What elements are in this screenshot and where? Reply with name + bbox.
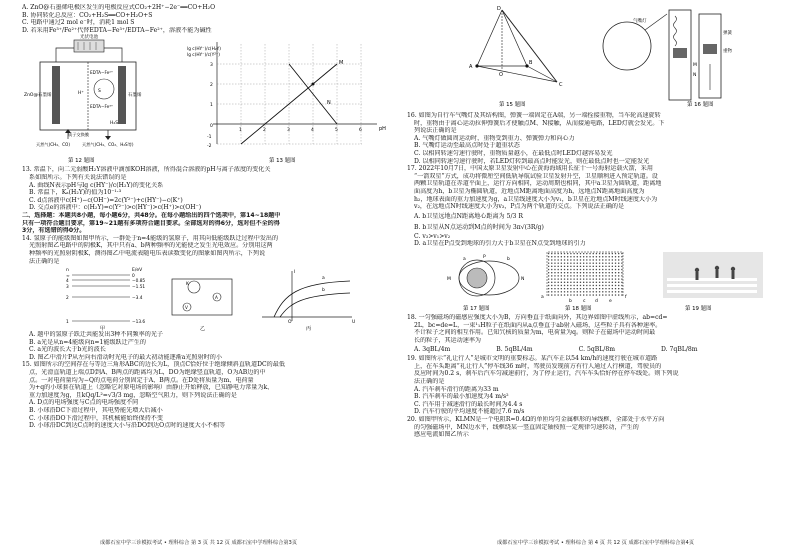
fig14-label-a: a [322, 276, 325, 282]
fig12-label-h: H⁺ [78, 91, 84, 97]
figures-15-16 [407, 4, 778, 112]
section2-line-2: 只有一项符合题目要求，第19~21题有多项符合题目要求。全部选对的得6分，选对但不全的得 [22, 219, 280, 227]
q16-stem-2: 时，重物由于离心运动拉伸弹簧后才使触点M、N接触，从而接通电路，LED灯就会发光。下 [414, 119, 665, 127]
q14-option-d: D. 图乙中滑片P从左向右滑动时光电子的最大初动能逐渐a光照射时的小 [29, 353, 222, 361]
q17-stem-6: v₂，在远地点N时线速度大小为v₃，P点为两个轨道的交点。下列说法正确的是 [414, 203, 625, 211]
fig14-header-n: n [66, 268, 69, 274]
svg-text:b: b [569, 298, 572, 304]
q18-option-d: D. 7qBL/8m [661, 346, 698, 354]
fig14-circuit [172, 279, 232, 315]
svg-text:气嘴灯: 气嘴灯 [633, 19, 647, 24]
q16-stem-1: 16. 如图为自行车气嘴灯及其结构图，弹簧一端固定在A端，另一端拴接重物，当车轮高速旋转 [407, 112, 661, 119]
fig14-label-bing: 丙 [306, 326, 312, 332]
svg-text:A: A [469, 64, 473, 70]
svg-text:3: 3 [66, 285, 69, 291]
figures-12-13 [22, 34, 391, 166]
svg-text:5: 5 [335, 128, 338, 134]
fig14-label-jia: 甲 [100, 326, 106, 332]
q19-stem-1: 19. 如图所示“礼让行人”是城市文明的重要标志。某汽车正以54 km/h的速度行驶在城市道路 [407, 355, 658, 363]
figures-17-18-19 [407, 248, 778, 314]
q14-option-c: C. a光的波长大于b光的波长 [29, 346, 106, 354]
q16-option-a: A. 气嘴灯做圆周运动时，重物受到重力、弹簧弹力和向心力 [414, 134, 575, 142]
q13-stem-1: 13. 常温下，向二元弱酸H₂Y溶液中滴加KOH溶液，所得混合溶液的pH与离子浓度的变化关 [22, 166, 271, 174]
right-page [397, 0, 794, 550]
svg-text:B: B [529, 60, 533, 66]
fig12-label-carbon: 石墨烯 [128, 93, 142, 99]
q19-option-a: A. 汽车刹车滑行的距离为33 m [414, 385, 499, 393]
fig14-label-k: K [186, 282, 189, 288]
q15-option-a: A. D点的电场强度与C点的电场强度不同 [29, 399, 139, 407]
fig12-label-edta2: EDTA−Fe³⁺ [90, 104, 114, 110]
svg-text:4: 4 [66, 279, 69, 285]
q19-option-d: D. 汽车行驶的平均速度不能超过7.6 m/s [414, 408, 525, 416]
svg-text:-2: -2 [207, 144, 212, 150]
fig14-diagram [22, 265, 382, 331]
svg-text:M: M [447, 276, 451, 282]
fig13-caption: 第 13 题图 [269, 158, 296, 165]
svg-text:N: N [521, 276, 525, 282]
svg-text:C: C [559, 82, 563, 88]
right-footer: 成都石室中学三诊模拟考试 • 理科综合 第 4 页 共 12 页 成都石室中学理科综合第4页 [496, 540, 695, 546]
fig13-ylabel2: lg c(HY⁻)/c(Y²⁻) [187, 53, 220, 59]
q15-stem-4: 为+q的小球套在轨道上（忽略它对原电场的影响）由静止开始释放，已知静电力常量为k、 [29, 384, 274, 392]
section2-line-3: 3分，有选错的得0分。 [22, 227, 86, 235]
right-column [407, 4, 778, 439]
fig14-tube [188, 281, 200, 293]
fig14-level-n-labels [66, 274, 70, 325]
fig12-label-s: S [98, 89, 101, 95]
svg-text:−1.51: −1.51 [132, 285, 146, 291]
svg-text:1: 1 [210, 103, 213, 109]
q14-stem-2: 光照射图乙电路中的阴极K，其中只有a、b两种频率的光能使之发生光电效应。分别用这两 [29, 242, 273, 250]
fig19-diagram [657, 248, 777, 314]
q14-stem-3: 种频率的光照射阴极K，测得图乙中电流表随电压表读数变化的图象如图丙所示，下列说 [29, 249, 266, 257]
q18-stem-1: 18. 一匀强磁场的磁感应强度大小为B，方向垂直于纸面向外，其边界如图中虚线所示，ab=cd= [407, 313, 668, 321]
svg-text:3: 3 [287, 128, 290, 134]
q15-option-d: D. 小球沿DC到达C点时的速度大小与沿DO到达O点时的速度大小不相等 [29, 422, 226, 430]
fig14-curve-b [280, 293, 350, 317]
fig12-label-zno: ZnO@石墨烯 [24, 93, 52, 99]
fig14 [22, 265, 391, 331]
fig12-label-out: 天然气(CH₄、CO) [36, 142, 70, 148]
fig14-label-u: U [352, 320, 356, 326]
svg-text:a: a [463, 256, 466, 262]
fig13-y-ticks [207, 62, 213, 149]
svg-text:-1: -1 [207, 135, 212, 141]
q18-stem-3: 不计粒子之间的相互作用。已知氕核的质量为m，电荷量为q。则粒子在磁场中运动时间最 [414, 329, 656, 337]
fig15-caption: 第 15 题图 [499, 102, 526, 108]
fig12-right-electrode [118, 66, 126, 124]
fig14-label-i: I [294, 270, 296, 276]
fig13-line-n [289, 64, 337, 124]
q16-option-d: D. 以相同转速匀速行驶时，若LED灯转到最高点时能发光，则在最低点时也一定能发光 [414, 157, 650, 165]
q17-option-b: B. b卫星从N点运动到M点的时间为 3π√(3R/g) [414, 223, 544, 231]
q17-stem-2: “一箭双星”方式，成功将微厘空间低轨导航试验卫星发射升空，卫星顺利进入预定轨道。设 [414, 172, 658, 180]
q18-option-a: A. 3qBL/4m [414, 346, 451, 354]
q20-stem-3: 感应电流如图乙所示 [414, 431, 469, 439]
svg-text:重物: 重物 [723, 49, 732, 54]
q15-option-c: C. 小球沿DO下滑过程中，其机械能始终保持不变 [29, 414, 163, 422]
svg-text:N: N [693, 73, 697, 78]
q14-stem-1: 14. 氢原子的能级图如图甲所示，一群处于n=4能级的氢原子，用其向低能级跃迁过程中发出的 [22, 234, 279, 242]
q12-option-b: B. 协同转化总反应：CO₂+H₂S══CO+H₂O+S [22, 11, 153, 19]
q20-stem-2: 的匀强磁场中，MN边水平，线框绕某一竖直固定轴按照一定规律匀速转动，产生的 [414, 423, 639, 431]
svg-text:V: V [185, 305, 188, 311]
q15-stem-3: 点。一对电荷量均为−Q的点电荷分别固定于A、B两点。在D处将质量为m、电荷量 [29, 376, 254, 384]
q12-option-c: C. 电路中通过2 mol e⁻时，消耗1 mol S [22, 19, 135, 27]
fig18-diagram [539, 248, 649, 314]
svg-text:2: 2 [210, 83, 213, 89]
q18-option-c: C. 5qBL/8m [578, 346, 616, 354]
fig14-header-e: E/eV [132, 268, 143, 274]
q15-stem-5: 重力加速度为g，且kQq/L²=√3/3 mg，忽略空气阻力，则下列说法正确的是 [29, 391, 237, 399]
svg-text:D: D [497, 6, 501, 12]
svg-text:P: P [483, 254, 486, 260]
fig14-label-b: b [322, 288, 325, 294]
q17-stem-4: 面高度为h，b卫星为椭圆轨道，近地点M距离地面高度为h，远地点N距离地面高度为 [414, 187, 645, 195]
fig15-diagram [469, 6, 563, 88]
svg-text:d: d [595, 298, 598, 304]
fig12-cycle [94, 79, 114, 99]
fig12-label-sun: 光伏电池 [80, 35, 98, 41]
svg-text:1: 1 [66, 320, 69, 326]
q14-stem-4: 法正确的是 [29, 257, 60, 265]
svg-text:f: f [625, 294, 627, 300]
svg-text:∞: ∞ [66, 274, 70, 280]
svg-text:0: 0 [132, 274, 135, 280]
fig13-label-m: M [339, 60, 344, 67]
fig14-label-o: O [288, 320, 292, 326]
q18-stem-2: 2L，bc=de=L，一束¹₁H粒子在纸面内从a点垂直于ab射入磁场，这些粒子具有各种速率。 [414, 321, 662, 329]
fig14-level-e-labels [132, 273, 145, 325]
svg-text:−0.85: −0.85 [132, 279, 146, 285]
q15-stem-2: 点，光滑直轨道上端点D到A、B两点的距离均为L，DO为绝缘竖直轨道，O为AB边的中 [29, 369, 266, 377]
fig12-label-edta1: EDTA−Fe²⁺ [90, 70, 114, 76]
fig14-levels [72, 275, 130, 321]
q19-stem-3: 反应时间为0.2 s，刹车后汽车匀减速前行，为了停止运行，汽车车头恰好停在停车线处。则下列说 [414, 370, 679, 378]
q19-stem-4: 法正确的是 [414, 378, 445, 386]
q19-option-c: C. 汽车用于减速滑行的最长时间为4.4 s [414, 400, 523, 408]
q18-stem-4: 长的粒子，其运动速率为 [414, 336, 482, 344]
fig12-label-h2s: H₂S [110, 121, 119, 127]
fig12-solar-cell [74, 40, 104, 52]
q15-stem-1: 15. 如图所示的空间存在与等边三角形ABC的边长为L，顶点C恰好位于绝缘倾斜直轨道DC的最低 [22, 361, 285, 369]
fig13-ylabel1: lg c(HY⁻)/c(H₂Y) [187, 47, 221, 53]
fig18-caption: 第 18 题图 [565, 305, 592, 312]
q12-option-d: D. 若采用Fe³⁺/Fe²⁺代替EDTA−Fe³⁺/EDTA−Fe²⁺，溶液不能为碱性 [22, 26, 212, 34]
fig17-caption: 第 17 题图 [463, 305, 490, 312]
q19-option-b: B. 汽车刹车的最小加速度为4 m/s² [414, 393, 509, 401]
q16-option-b: B. 气嘴灯运动至最高点时处于超重状态 [414, 142, 520, 150]
svg-text:−3.4: −3.4 [132, 296, 143, 302]
q17-stem-1: 17. 2022年10月7日，中国太原卫星发射中心在黄海海域用长征十一号海射运载火箭，采用 [407, 165, 653, 173]
svg-text:3: 3 [210, 63, 213, 69]
q14-option-a: A. 题中的氢原子跃迁共能发出3种不同频率的光子 [29, 331, 164, 339]
q17-stem-5: h₂，地球表面的重力加速度为g，a卫星线速度大小为v₁，b卫星在近地点M时线速度大小为 [414, 195, 658, 203]
svg-text:e: e [609, 298, 612, 304]
q17-option-d: D. a卫星在P点受到地球的引力大于b卫星在N点受到地球的引力 [414, 240, 586, 248]
fig14-label-yi: 乙 [200, 326, 206, 332]
q16-option-c: C. 以相同转速匀速行驶时，重物质量越小，在最低点时LED灯越容易发光 [414, 149, 613, 157]
left-footer: 成都石室中学三诊模拟考试 • 理科综合 第 3 页 共 12 页 成都石室中学理科综合第3页 [99, 540, 298, 546]
q17-stem-3: 两颗卫星轨道在赤道平面上，运行方向相同，运动周期也相同，其中a卫星为圆轨道，距离地 [414, 180, 662, 188]
fig19-caption: 第 19 题图 [685, 305, 712, 312]
svg-text:1: 1 [239, 128, 242, 134]
q13-option-a: A. 曲线N表示pH与lg c(HY⁻)/c(H₂Y)的变化关系 [29, 181, 164, 189]
q17-option-c: C. v₃>v₁>v₂ [414, 232, 451, 240]
section2-line-1: 二、选择题：本题共8小题，每小题6分，共48分。在每小题给出的四个选项中，第14~18题中 [22, 211, 281, 219]
fig12-left-electrode [52, 66, 60, 124]
svg-text:A: A [215, 295, 218, 301]
fig12-label-membrane: 质子交换膜 [68, 132, 89, 138]
svg-text:O: O [499, 72, 503, 78]
svg-text:a: a [541, 294, 544, 300]
q19-stem-2: 上，在车头距离“礼让行人”停车线36 m时，驾驶员发现前方有行人通过人行横道，驾驶员的 [414, 362, 662, 370]
fig13-point-e [312, 83, 315, 86]
q15-option-b: B. 小球沿DC下滑过程中，其电势能先增大后减小 [29, 407, 163, 415]
svg-text:M: M [693, 63, 697, 68]
q13-option-d: D. 交点e的溶液中：c(H₂Y)=c(Y²⁻)>c(HY⁻)>c(H⁺)>c(OH⁻) [29, 204, 202, 212]
svg-text:2: 2 [263, 128, 266, 134]
svg-text:2: 2 [66, 296, 69, 302]
fig16-diagram [603, 10, 732, 100]
svg-text:0: 0 [210, 124, 213, 130]
svg-text:−13.6: −13.6 [132, 320, 146, 326]
left-column [22, 4, 391, 430]
q18-options [407, 344, 778, 355]
q13-stem-2: 系如图所示。下列有关说法错误的是 [29, 173, 127, 181]
fig17-diagram [427, 248, 557, 314]
q13-option-b: B. 常温下，Kₐ(H₂Y)的值为10⁻¹·³ [29, 189, 122, 197]
fig13-chart [187, 34, 387, 166]
svg-text:c: c [583, 298, 586, 304]
fig15-16-diagram [407, 4, 787, 112]
fig12-caption: 第 12 题图 [68, 158, 95, 165]
fig14-curve-a [274, 281, 350, 317]
q12-option-a: A. ZnO@石墨烯电极区发生的电极反应式CO₂+2H⁺−2e⁻══CO+H₂O [22, 4, 216, 11]
svg-text:弹簧: 弹簧 [723, 31, 732, 36]
q18-option-b: B. 5qBL/4m [496, 346, 533, 354]
fig13-xlabel: pH [379, 126, 386, 133]
svg-text:b: b [507, 256, 510, 262]
q17-option-a: A. b卫星远地点N距离地心距离为 5/3 R [414, 212, 523, 220]
svg-text:4: 4 [311, 128, 314, 134]
q13-option-c: C. d点溶液中c(H⁺)−c(OH⁻)=2c(Y²⁻)+c(HY⁻)−c(K⁺) [29, 196, 183, 204]
fig13-label-n: N [327, 100, 331, 107]
q14-option-b: B. a光是从n=4能级向n=1能级跃迁产生的 [29, 338, 147, 346]
fig16-caption: 第 16 题图 [687, 102, 714, 108]
q16-stem-3: 列说法正确的是 [414, 127, 457, 135]
fig12-label-in: 天然气(CH₄、CO₂、H₂S等) [82, 142, 134, 148]
q20-stem-1: 20. 如图甲所示，KLMN是一个电阻R=0.4Ω的单匝均匀金属框形的导线框，全部处于水平方向 [407, 416, 665, 424]
svg-text:6: 6 [359, 128, 362, 134]
